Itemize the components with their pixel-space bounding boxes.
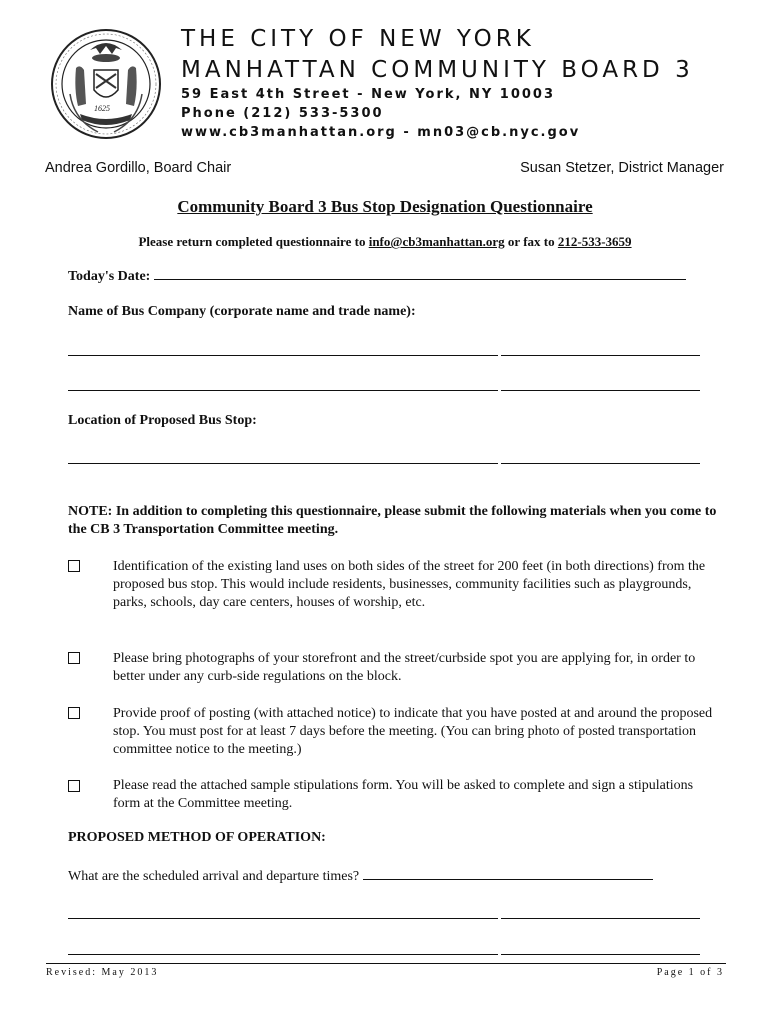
footer-revised: Revised: May 2013 — [46, 967, 159, 978]
letterhead-phone: Phone (212) 533-5300 — [181, 106, 384, 121]
letterhead-address: 59 East 4th Street - New York, NY 10003 — [181, 87, 556, 102]
date-row — [68, 267, 686, 285]
times-row — [68, 867, 653, 885]
method-heading: PROPOSED METHOD OF OPERATION: — [68, 830, 326, 845]
letterhead-title-line1: THE CITY OF NEW YORK — [181, 26, 535, 52]
footer-rule — [46, 963, 726, 964]
checklist-item-stipulations: Please read the attached sample stipulations form. You will be asked to complete and sign a stipulations form at the Committee meeting. — [113, 778, 694, 811]
company-label: Name of Bus Company (corporate name and trade name): — [68, 304, 416, 319]
location-label: Location of Proposed Bus Stop: — [68, 413, 257, 428]
times-question: What are the scheduled arrival and departure times? — [68, 869, 363, 884]
return-prefix: Please return completed questionnaire to — [138, 234, 369, 249]
city-seal-logo — [50, 24, 162, 144]
board-chair: Andrea Gordillo, Board Chair — [45, 160, 232, 176]
footer-page-number: Page 1 of 3 — [656, 967, 724, 978]
letterhead-web-email: www.cb3manhattan.org - mn03@cb.nyc.gov — [181, 125, 581, 140]
materials-note: NOTE: In addition to completing this questionnaire, please submit the following materials when you come to the CB 3 Transportation Committee meeting. — [68, 504, 717, 537]
return-fax-link[interactable]: 212-533-3659 — [557, 234, 632, 249]
checklist-item-land-uses: Identification of the existing land uses on both sides of the street for 200 feet (in both directions) from the proposed bus stop. This would include residents, businesses, community facilities such as playgrounds, parks, schools, day care centers, houses of worship, etc. — [113, 559, 706, 610]
checkbox-land-uses[interactable] — [68, 560, 80, 572]
times-field-line-2[interactable] — [68, 954, 700, 955]
seal-year: 1625 — [94, 104, 110, 113]
date-label: Today's Date: — [68, 269, 154, 284]
district-manager: Susan Stetzer, District Manager — [520, 160, 724, 176]
date-field[interactable] — [154, 267, 686, 280]
checkbox-stipulations[interactable] — [68, 780, 80, 792]
times-field[interactable] — [363, 867, 653, 880]
checkbox-proof-of-posting[interactable] — [68, 707, 80, 719]
return-instructions — [0, 234, 770, 250]
return-email-link[interactable]: info@cb3manhattan.org — [368, 234, 505, 249]
letterhead-title-line2: MANHATTAN COMMUNITY BOARD 3 — [181, 57, 694, 83]
checkbox-photographs[interactable] — [68, 652, 80, 664]
return-middle: or fax to — [504, 234, 558, 249]
company-field-line-2[interactable] — [68, 390, 700, 391]
form-title: Community Board 3 Bus Stop Designation Questionnaire — [177, 197, 593, 216]
checklist-item-photographs: Please bring photographs of your storefront and the street/curbside spot you are applying for, in order to better under any curb-side regulations on the block. — [113, 651, 696, 684]
location-field-line[interactable] — [68, 463, 700, 464]
checklist-item-proof-of-posting: Provide proof of posting (with attached notice) to indicate that you have posted at and around the proposed stop. You must post for at least 7 days before the meeting. (You can bring photo of posted transportation committee notice to the meeting.) — [113, 706, 713, 757]
times-field-line-1[interactable] — [68, 918, 700, 919]
company-field-line-1[interactable] — [68, 355, 700, 356]
